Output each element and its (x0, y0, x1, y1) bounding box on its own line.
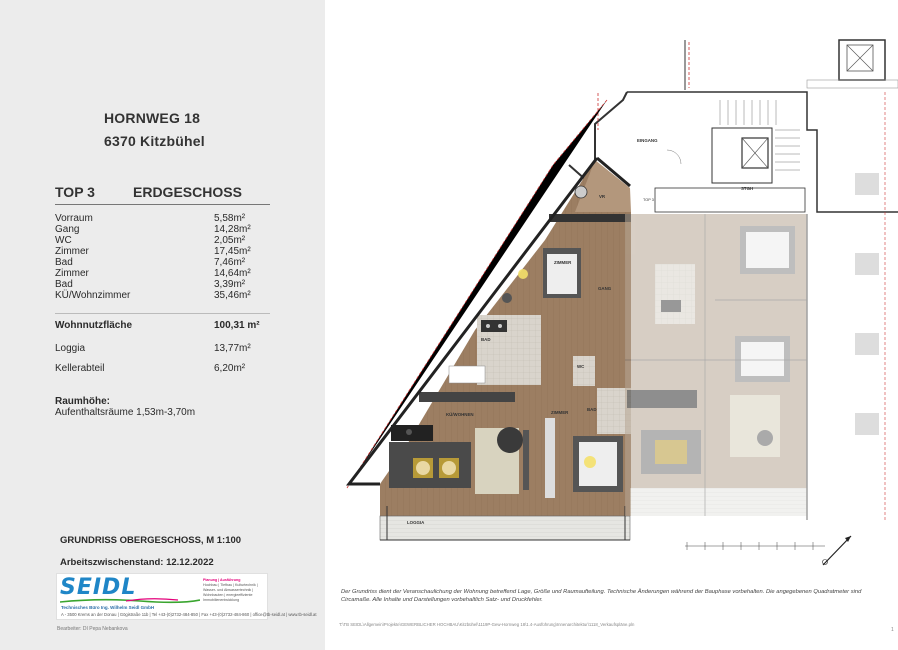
floor-plan-area (325, 0, 898, 650)
floor-plan-drawing (325, 0, 898, 650)
ceiling-height-title: Raumhöhe: (55, 396, 110, 407)
summary-value: 6,20m² (214, 363, 246, 374)
room-area: 5,58m² (214, 213, 246, 224)
room-area: 14,64m² (214, 268, 251, 279)
stairwell (685, 40, 898, 90)
address-street: HORNWEG 18 (104, 110, 201, 126)
room-name: Bad (55, 279, 73, 290)
label-stgh: STGH (741, 186, 754, 191)
unit-floor: ERDGESCHOSS (133, 184, 242, 200)
room-name: Vorraum (55, 213, 93, 224)
logo-wordmark: SEIDL (60, 575, 137, 600)
label-wc: WC (577, 364, 585, 369)
logo-contact: A - 3500 Krems an der Donau | Gögistraße 11b | Tel +43-(0)2732-484-850 | Fax +43-(0)2732-484-860 | office@tb-seidl.at | www.tb-seidl.at (61, 612, 317, 617)
room-area: 14,28m² (214, 224, 251, 235)
label-vr: VR (599, 194, 606, 199)
logo-company: Technisches Büro Ing. Wilhelm Seidl GmbH (61, 605, 155, 610)
north-arrow-icon (823, 536, 852, 565)
divider (55, 204, 270, 205)
room-name: Zimmer (55, 246, 89, 257)
apartment-top3 (349, 158, 631, 540)
room-name: WC (55, 235, 72, 246)
neighbour-apartment (625, 214, 807, 520)
summary-value: 100,31 m² (214, 320, 260, 331)
room-area: 35,46m² (214, 290, 251, 301)
info-panel (0, 0, 325, 650)
room-name: KÜ/Wohnzimmer (55, 290, 131, 301)
divider (55, 313, 270, 314)
label-loggia: LOGGIA (407, 520, 425, 525)
label-gang: GANG (598, 286, 612, 291)
plan-title: GRUNDRISS OBERGESCHOSS, M 1:100 (60, 535, 242, 546)
summary-label: Wohnnutzfläche (55, 320, 133, 331)
page-number: 1 (891, 627, 894, 633)
logo-swoosh-icon (60, 598, 200, 604)
label-kuwo: KÜ/WOHNEN (446, 412, 474, 417)
room-area: 2,05m² (214, 235, 246, 246)
logo-services (203, 578, 267, 603)
room-name: Zimmer (55, 268, 89, 279)
room-area: 7,46m² (214, 257, 246, 268)
editor-credit: Bearbeiter: DI Pepa Nebankova (57, 626, 128, 632)
ceiling-height-value: Aufenthaltsräume 1,53m-3,70m (55, 407, 196, 418)
room-name: Gang (55, 224, 80, 235)
label-zimmer-2: ZIMMER (551, 410, 569, 415)
summary-label: Kellerabteil (55, 363, 105, 374)
room-area: 3,39m² (214, 279, 246, 290)
summary-label: Loggia (55, 343, 86, 354)
room-area: 17,45m² (214, 246, 251, 257)
label-zimmer-1: ZIMMER (554, 260, 572, 265)
plan-date: Arbeitszwischenstand: 12.12.2022 (60, 557, 214, 568)
disclaimer: Der Grundriss dient der Veranschaulichung der Wohnung betreffend Lage, Größe und Raumaufteilung. Technische Änderungen während der Bauphase vorbehalten. Die angegebenen Quadratmeter sind Circamaße. Alle Inhalte und Darstellungen vorbehaltlich Satz- und Druckfehler. (341, 589, 862, 603)
company-logo (56, 573, 317, 620)
dimension-line (685, 542, 825, 550)
label-top: TOP 3 (643, 198, 654, 202)
summary-value: 13,77m² (214, 343, 251, 354)
services-list: Hochbau | Tiefbau | Kulturtechnik | Wasser- und Abwassertechnik | Wohnbauten | energieeffiziente Immobilienentwicklung (203, 583, 258, 602)
label-bad-1: BAD (481, 337, 491, 342)
address-city: 6370 Kitzbühel (104, 133, 205, 149)
room-name: Bad (55, 257, 73, 268)
unit-id: TOP 3 (55, 184, 95, 200)
services-title: Planung | Ausführung (203, 578, 241, 582)
label-bad-2: BAD (587, 407, 597, 412)
file-path: T:\TB SEIDL\Allgemein\Projekte\GEWERBLICHER HOCHBAU\Kitzbühel\1119P-Gew-Hornweg 18\1.4-Ausführung\Innenarchitektur\1118_Verkaufspläne.pln (339, 622, 635, 627)
label-eingang: EINGANG (637, 138, 658, 143)
